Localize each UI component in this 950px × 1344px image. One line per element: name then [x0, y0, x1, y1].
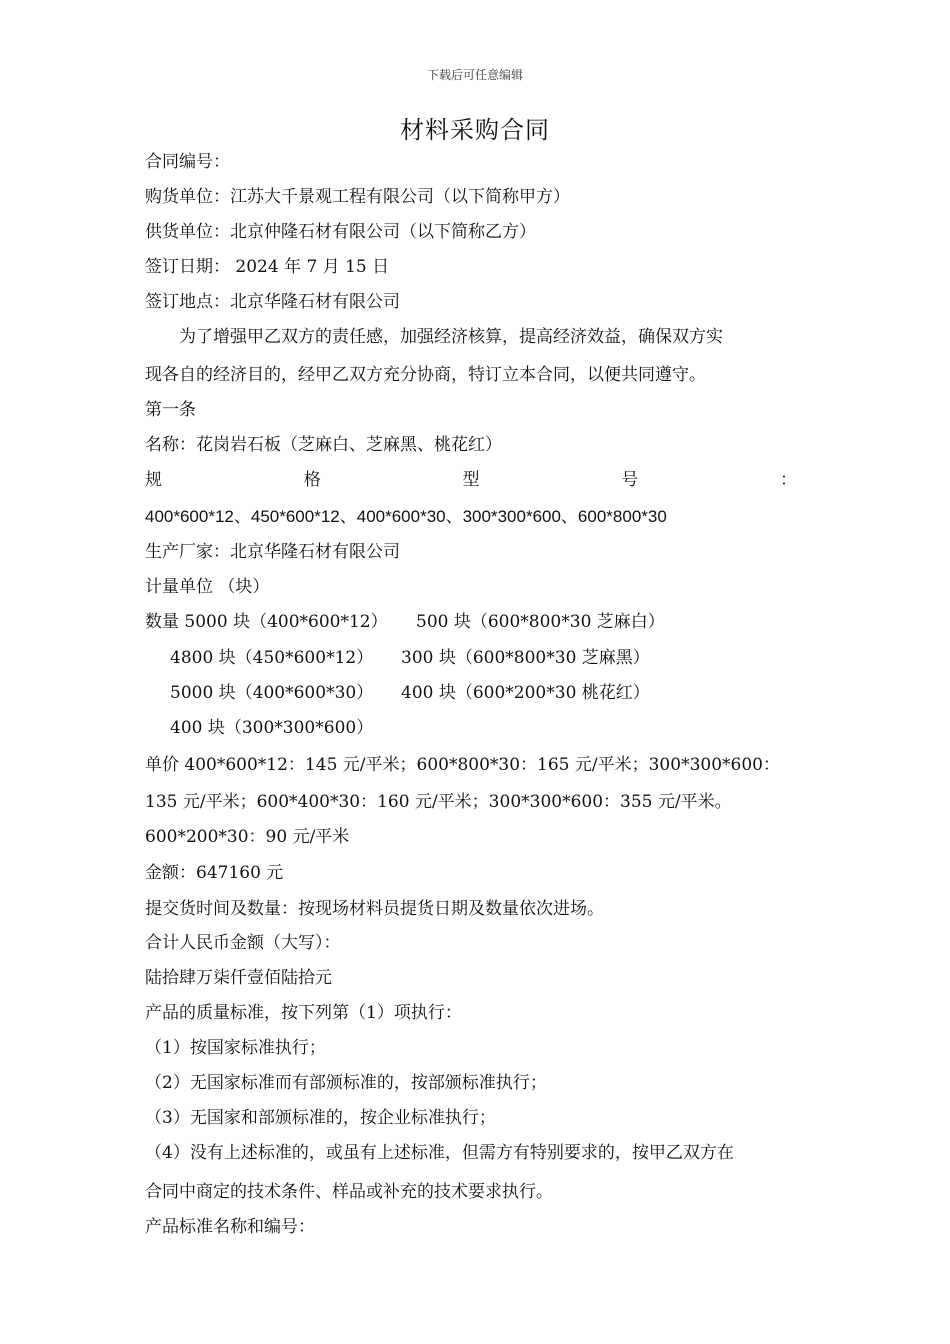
- quality-intro: 产品的质量标准，按下列第（1）项执行：: [145, 1003, 462, 1023]
- amount-field: 金额：647160 元: [145, 863, 284, 883]
- total-label: 合计人民币金额（大写）：: [145, 933, 341, 953]
- spec-label-row: [145, 468, 797, 492]
- supplier-field: 供货单位：北京仲隆石材有限公司（以下简称乙方）: [145, 222, 536, 242]
- manufacturer-field: 生产厂家：北京华隆石材有限公司: [145, 542, 400, 562]
- quantity-item: 300 块（600*800*30 芝麻黑）: [401, 648, 650, 668]
- quantity-item: 数量 5000 块（400*600*12）: [145, 612, 388, 632]
- spec-label-char: 规: [145, 470, 162, 490]
- contract-number-field: 合同编号：: [145, 152, 230, 172]
- buyer-field: 购货单位：江苏大千景观工程有限公司（以下简称甲方）: [145, 187, 570, 207]
- spec-label-char: 格: [303, 470, 321, 490]
- quality-item-1: （1）按国家标准执行；: [145, 1038, 326, 1058]
- quantity-item: 5000 块（400*600*30）: [170, 683, 374, 703]
- quality-item-4-line-2: 合同中商定的技术条件、样品或补充的技术要求执行。: [145, 1182, 553, 1202]
- intro-line-1: 为了增强甲乙双方的责任感，加强经济核算，提高经济效益，确保双方实: [179, 327, 723, 347]
- price-line-2: 135 元/平米；600*400*30：160 元/平米；300*300*600：355 元/平米。: [145, 792, 732, 812]
- unit-field: 计量单位 （块）: [145, 577, 270, 597]
- quantity-item: 500 块（600*800*30 芝麻白）: [416, 612, 665, 632]
- spec-values: 400*600*12、450*600*12、400*600*30、300*300*600、600*800*30: [145, 507, 667, 526]
- price-line-1: 单价 400*600*12：145 元/平米；600*800*30：165 元/平米；300*300*600：: [145, 755, 780, 775]
- document-title: 材料采购合同: [400, 116, 550, 144]
- quantity-item: 4800 块（450*600*12）: [170, 648, 374, 668]
- header-note: 下载后可任意编辑: [426, 68, 523, 82]
- sign-date-field: 签订日期： 2024 年 7 月 15 日: [145, 257, 390, 277]
- quantity-item: 400 块（600*200*30 桃花红）: [401, 683, 650, 703]
- spec-label-char: 型: [462, 470, 480, 490]
- product-name: 名称：花岗岩石板（芝麻白、芝麻黑、桃花红）: [145, 435, 502, 455]
- article-heading: 第一条: [145, 400, 196, 420]
- quantity-row-1: [145, 610, 665, 634]
- intro-line-2: 现各自的经济目的，经甲乙双方充分协商，特订立本合同，以便共同遵守。: [145, 365, 706, 385]
- quality-item-2: （2）无国家标准而有部颁标准的，按部颁标准执行；: [145, 1073, 547, 1093]
- quantity-row-3: [170, 681, 650, 705]
- delivery-field: 提交货时间及数量：按现场材料员提货日期及数量依次进场。: [145, 899, 604, 919]
- price-line-3: 600*200*30：90 元/平米: [145, 827, 350, 847]
- quality-item-3: （3）无国家和部颁标准的，按企业标准执行；: [145, 1108, 496, 1128]
- total-amount-words: 陆拾肆万柒仟壹佰陆拾元: [145, 968, 332, 988]
- sign-place-field: 签订地点：北京华隆石材有限公司: [145, 292, 400, 312]
- spec-label-char: ：: [780, 470, 797, 490]
- standard-name-field: 产品标准名称和编号：: [145, 1217, 315, 1237]
- spec-label-char: 号: [621, 470, 639, 490]
- quantity-row-2: [170, 646, 650, 670]
- quality-item-4-line-1: （4）没有上述标准的，或虽有上述标准，但需方有特别要求的，按甲乙双方在: [145, 1143, 734, 1163]
- quantity-row-4: 400 块（300*300*600）: [170, 718, 374, 738]
